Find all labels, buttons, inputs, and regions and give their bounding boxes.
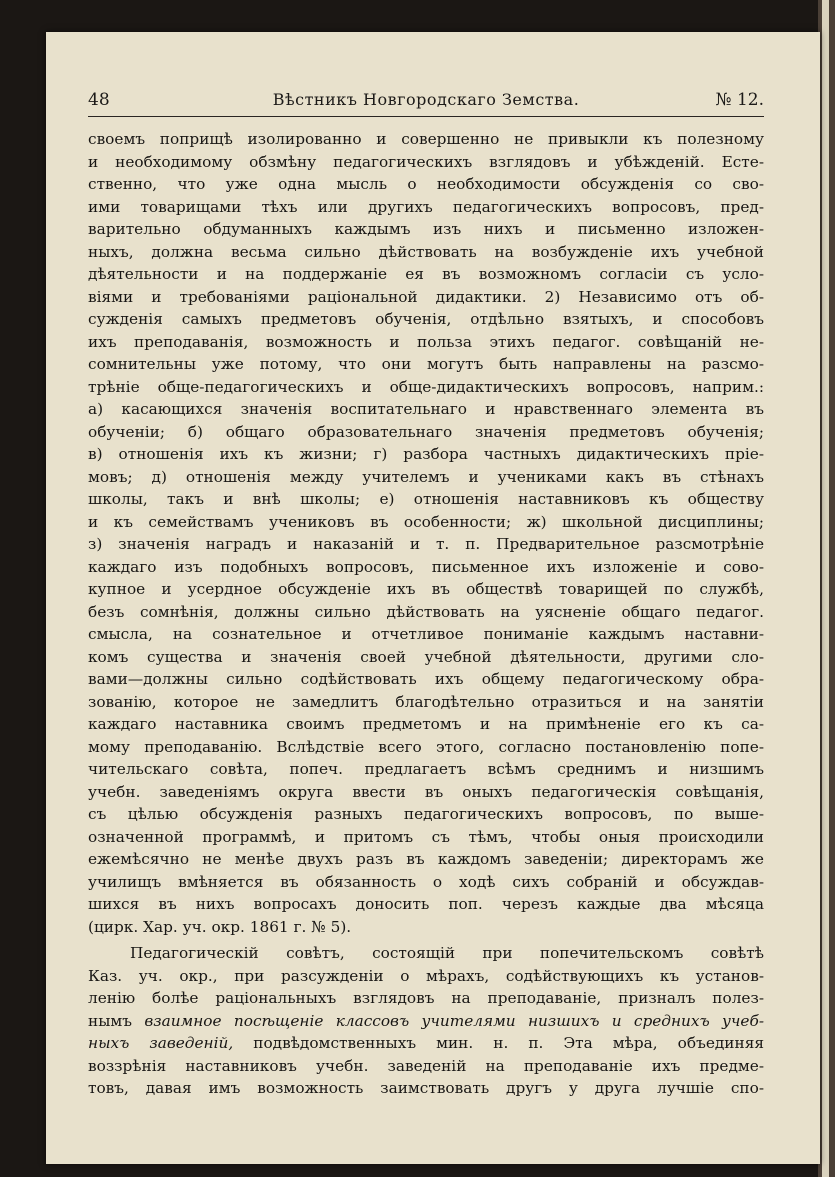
text-line: сужденія самыхъ предметовъ обученія, отдѣльно взятыхъ, и способовъ [88, 310, 764, 328]
header-rule [88, 116, 764, 117]
text-line [88, 1010, 764, 1033]
text-line: училищъ вмѣняется въ обязанность о ходѣ сихъ собраній и обсуждав- [88, 872, 764, 891]
text-line: обученіи; б) общаго образовательнаго значенія предметовъ обученія; [88, 422, 764, 441]
text-fragment: подвѣдомственныхъ мин. н. п. Эта мѣра, объединяя [233, 1034, 764, 1052]
paragraph-1 [88, 128, 764, 938]
text-line: зованію, которое не замедлитъ благодѣтельно отразиться и на занятіи [88, 692, 764, 711]
running-title: Вѣстникъ Новгородскаго Земства. [272, 90, 580, 109]
text-line: ственно, что уже одна мысль о необходимости обсужденія со сво- [88, 175, 764, 193]
text-line: вами—должны сильно содѣйствовать ихъ общему педагогическому обра- [88, 670, 764, 688]
text-line: дѣятельности и на поддержаніе ея въ возможномъ согласіи съ усло- [88, 265, 764, 283]
text-line: ленію болѣе раціональныхъ взглядовъ на преподаваніе, призналъ полез- [88, 989, 764, 1007]
text-line: мовъ; д) отношенія между учителемъ и учениками какъ въ стѣнахъ [88, 467, 764, 486]
text-line: з) значенія наградъ и наказаній и т. п. Предварительное разсмотрѣніе [88, 535, 764, 553]
text-line: (цирк. Хар. уч. окр. 1861 г. № 5). [88, 917, 352, 936]
text-line: сомнительны уже потому, что они могутъ быть направлены на разсмо- [88, 355, 764, 373]
text-fragment: нымъ [88, 1011, 145, 1030]
text-line: безъ сомнѣнія, должны сильно дѣйствовать на уясненіе общаго педагог. [88, 602, 764, 621]
text-line: товъ, давая имъ возможность заимствовать другъ у друга лучшіе спо- [88, 1079, 764, 1097]
emphasized-text: ныхъ заведеній, [88, 1034, 234, 1052]
text-line: смысла, на сознательное и отчетливое пониманіе каждымъ наставни- [88, 625, 764, 643]
text-line: каждаго наставника своимъ предметомъ и на примѣненіе его къ са- [88, 715, 764, 733]
emphasized-text: взаимное посѣщеніе классовъ учителями низшихъ и среднихъ учеб- [144, 1011, 764, 1030]
text-line: варительно обдуманныхъ каждымъ изъ нихъ и письменно изложен- [88, 220, 764, 238]
page-header [88, 86, 764, 116]
body-text [88, 128, 764, 1100]
text-line: означенной программѣ, и притомъ съ тѣмъ, чтобы оныя происходили [88, 827, 764, 846]
text-line: а) касающихся значенія воспитательнаго и нравственнаго элемента въ [88, 400, 764, 418]
text-line: Каз. уч. окр., при разсужденіи о мѣрахъ, содѣйствующихъ къ установ- [88, 966, 764, 985]
text-line: съ цѣлью обсужденія разныхъ педагогическихъ вопросовъ, по выше- [88, 805, 764, 823]
text-line: каждаго изъ подобныхъ вопросовъ, письменное ихъ изложеніе и сово- [88, 557, 764, 576]
paragraph-2 [88, 942, 764, 1100]
text-line: ими товарищами тѣхъ или другихъ педагогическихъ вопросовъ, пред- [88, 197, 764, 216]
text-line: Педагогическій совѣтъ, состоящій при попечительскомъ совѣтѣ [130, 944, 764, 962]
text-line: воззрѣнія наставниковъ учебн. заведеній на преподаваніе ихъ предме- [88, 1056, 764, 1075]
text-line: и къ семействамъ учениковъ въ особенности; ж) школьной дисциплины; [88, 512, 764, 531]
text-line: віями и требованіями раціональной дидактики. 2) Независимо отъ об- [88, 287, 764, 306]
text-line: и необходимому обзмѣну педагогическихъ взглядовъ и убѣжденій. Есте- [88, 152, 764, 171]
text-line: ныхъ, должна весьма сильно дѣйствовать на возбужденіе ихъ учебной [88, 242, 764, 261]
page-number: 48 [88, 90, 110, 110]
text-line: в) отношенія ихъ къ жизни; г) разбора частныхъ дидактическихъ пріе- [88, 445, 764, 463]
text-line: своемъ поприщѣ изолированно и совершенно не привыкли къ полезному [88, 130, 764, 148]
text-line: школы, такъ и внѣ школы; е) отношенія наставниковъ къ обществу [88, 490, 764, 508]
book-page [46, 32, 820, 1164]
text-line: купное и усердное обсужденіе ихъ въ обществѣ товарищей по службѣ, [88, 580, 764, 598]
text-line [88, 1032, 764, 1055]
text-line: мому преподаванію. Вслѣдствіе всего этого, согласно постановленію попе- [88, 737, 764, 756]
text-line: учебн. заведеніямъ округа ввести въ оныхъ педагогическія совѣщанія, [88, 782, 764, 801]
text-line: трѣніе обще-педагогическихъ и обще-дидактическихъ вопросовъ, наприм.: [88, 377, 764, 396]
adjacent-page-edge [818, 0, 835, 1177]
text-line: комъ существа и значенія своей учебной дѣятельности, другими сло- [88, 647, 764, 666]
text-line: шихся въ нихъ вопросахъ доносить поп. черезъ каждые два мѣсяца [88, 895, 764, 913]
text-line: ихъ преподаванія, возможность и польза этихъ педагог. совѣщаній не- [88, 332, 764, 351]
text-line: чительскаго совѣта, попеч. предлагаетъ всѣмъ среднимъ и низшимъ [88, 760, 764, 778]
text-line: ежемѣсячно не менѣе двухъ разъ въ каждомъ заведеніи; директорамъ же [88, 850, 764, 868]
issue-number: № 12. [715, 90, 764, 110]
